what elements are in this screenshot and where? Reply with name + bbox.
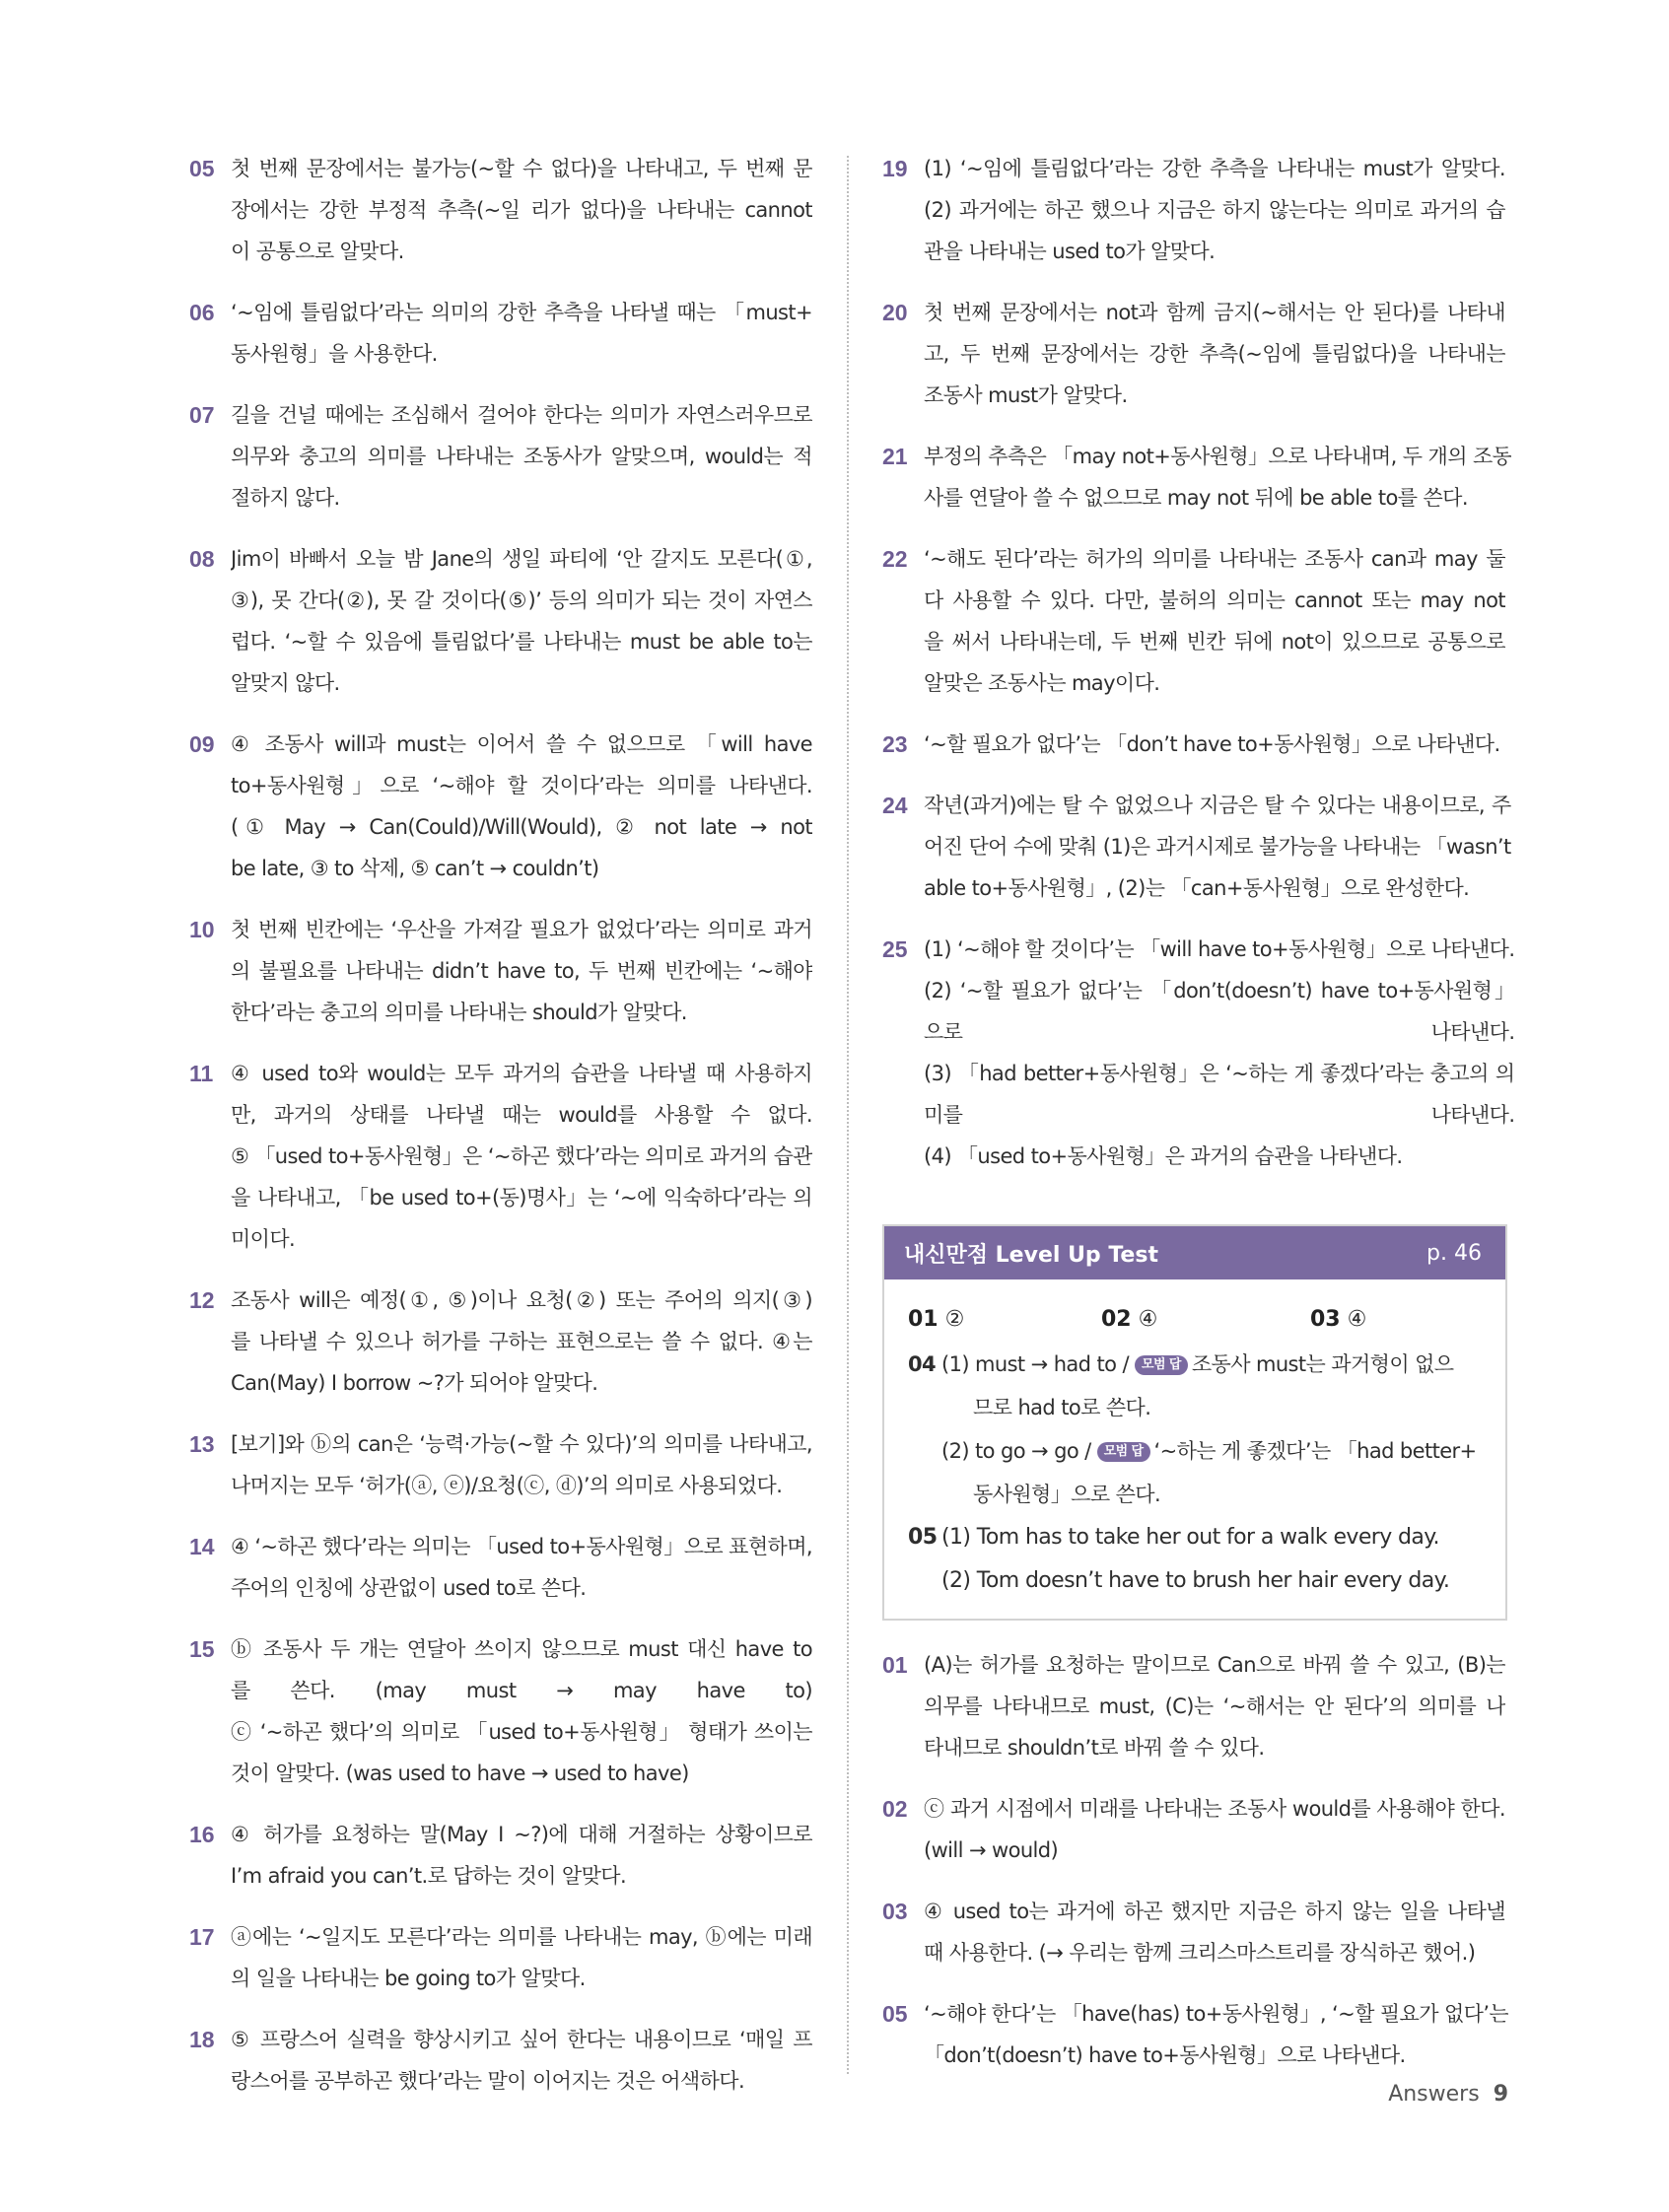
answer-item-02 bbox=[882, 1788, 1505, 1871]
item-body bbox=[924, 292, 1505, 416]
answer-05-line-2: (2) Tom doesn’t have to brush her hair every day. bbox=[941, 1568, 1450, 1593]
item-number: 07 bbox=[189, 402, 215, 428]
item-number: 16 bbox=[189, 1822, 215, 1847]
model-answer-badge: 모범 답 bbox=[1135, 1355, 1188, 1375]
item-line: (2) 과거에는 하곤 했으나 지금은 하지 않는다는 의미로 과거의 습 bbox=[924, 198, 1505, 222]
item-number: 13 bbox=[189, 1431, 215, 1457]
item-line: 만, 과거의 상태를 나타낼 때는 would를 사용할 수 없다. bbox=[231, 1103, 812, 1127]
answer-item-05 bbox=[189, 148, 812, 272]
item-body bbox=[924, 724, 1505, 765]
item-line: able to+동사원형」, (2)는 「can+동사원형」으로 완성한다. bbox=[924, 876, 1470, 900]
item-line: 을 나타내고, 「be used to+(동)명사」는 ‘~에 익숙하다’라는 의 bbox=[231, 1186, 812, 1210]
item-line: ⑤ 「used to+동사원형」은 ‘~하곤 했다’라는 의미로 과거의 습관 bbox=[231, 1144, 812, 1168]
item-line: 를 나타낼 수 있으나 허가를 구하는 표현으로는 쓸 수 없다. ④는 bbox=[231, 1330, 812, 1353]
answer-item-03 bbox=[882, 1891, 1505, 1973]
item-number: 23 bbox=[882, 731, 908, 757]
left-column bbox=[189, 148, 812, 2121]
answer-05-line-1: 05 (1) Tom has to take her out for a walk every day. bbox=[908, 1525, 1439, 1550]
item-body bbox=[231, 1916, 812, 1999]
item-line: ③), 못 간다(②), 못 갈 것이다(⑤)’ 등의 의미가 되는 것이 자연스 bbox=[231, 588, 812, 612]
answer-04-line-1: 04 (1) must → had to / 모범 답 조동사 must는 과거형이 없으 bbox=[908, 1352, 1454, 1376]
item-line: (① May → Can(Could)/Will(Would), ② not late → not bbox=[231, 815, 812, 839]
item-body bbox=[924, 436, 1511, 518]
item-line: Jim이 바빠서 오늘 밤 Jane의 생일 파티에 ‘안 갈지도 모른다(①, bbox=[231, 547, 812, 571]
item-line: 「don’t(doesn’t) have to+동사원형」으로 나타낸다. bbox=[924, 2043, 1406, 2067]
level-up-test-page: p. 46 bbox=[1426, 1240, 1482, 1266]
answer-item-13 bbox=[189, 1423, 812, 1506]
answer-04-line-4: 동사원형」으로 쓴다. bbox=[973, 1483, 1161, 1506]
item-body bbox=[231, 394, 812, 518]
item-line: ‘~할 필요가 없다’는 「don’t have to+동사원형」으로 나타낸다. bbox=[924, 732, 1500, 756]
answer-02: 02 ④ bbox=[1101, 1307, 1158, 1332]
item-line: (A)는 허가를 요청하는 말이므로 Can으로 바꿔 쓸 수 있고, (B)는 bbox=[924, 1653, 1505, 1677]
item-number: 24 bbox=[882, 793, 908, 818]
answer-item-10 bbox=[189, 909, 812, 1033]
item-line: (1) ‘~해야 할 것이다’는 「will have to+동사원형」으로 나타낸다. bbox=[924, 937, 1515, 961]
item-line: 나머지는 모두 ‘허가(ⓐ, ⓔ)/요청(ⓒ, ⓓ)’의 의미로 사용되었다. bbox=[231, 1474, 783, 1497]
item-line: be late, ③ to 삭제, ⑤ can’t → couldn’t) bbox=[231, 857, 599, 880]
item-line: (2) ‘~할 필요가 없다’는 「don’t(doesn’t) have to+동사원형」 bbox=[924, 979, 1515, 1002]
item-body bbox=[231, 1423, 812, 1506]
item-number: 03 bbox=[882, 1899, 908, 1924]
item-number: 19 bbox=[882, 156, 908, 181]
item-line: 조동사 must가 알맞다. bbox=[924, 383, 1128, 407]
item-line: ‘~해야 한다’는 「have(has) to+동사원형」, ‘~할 필요가 없다’는 bbox=[924, 2002, 1509, 2026]
answer-item-11 bbox=[189, 1053, 812, 1260]
item-line: (3) 「had better+동사원형」은 ‘~하는 게 좋겠다’라는 충고의 의 bbox=[924, 1062, 1515, 1085]
item-line: 조동사 will은 예정(①, ⑤)이나 요청(②) 또는 주어의 의지(③) bbox=[231, 1288, 812, 1312]
answer-item-25 bbox=[882, 929, 1515, 1177]
item-line: 이 공통으로 알맞다. bbox=[231, 240, 404, 263]
answer-03: 03 ④ bbox=[1310, 1307, 1367, 1332]
item-line: 작년(과거)에는 탈 수 없었으나 지금은 탈 수 있다는 내용이므로, 주 bbox=[924, 794, 1511, 817]
item-number: 08 bbox=[189, 546, 215, 572]
item-number: 15 bbox=[189, 1636, 215, 1662]
level-up-test-title: 내신만점 Level Up Test bbox=[904, 1242, 1158, 1268]
item-line: 첫 번째 빈칸에는 ‘우산을 가져갈 필요가 없었다’라는 의미로 과거 bbox=[231, 918, 812, 941]
item-number: 17 bbox=[189, 1924, 215, 1950]
answer-item-05 bbox=[882, 1993, 1509, 2076]
item-number: 10 bbox=[189, 917, 215, 942]
answer-item-16 bbox=[189, 1814, 812, 1897]
item-number: 12 bbox=[189, 1287, 215, 1313]
item-line: to+동사원형」으로 ‘~해야 할 것이다’라는 의미를 나타낸다. bbox=[231, 774, 812, 797]
item-line: 절하지 않다. bbox=[231, 486, 340, 510]
answer-item-20 bbox=[882, 292, 1505, 416]
item-body bbox=[231, 1814, 812, 1897]
item-number: 25 bbox=[882, 936, 908, 962]
item-line: 랑스어를 공부하곤 했다’라는 말이 이어지는 것은 어색하다. bbox=[231, 2069, 745, 2093]
item-line: I’m afraid you can’t.로 답하는 것이 알맞다. bbox=[231, 1864, 627, 1888]
item-line: ④ ‘~하곤 했다’라는 의미는 「used to+동사원형」으로 표현하며, bbox=[231, 1535, 812, 1558]
item-number: 21 bbox=[882, 444, 908, 469]
item-number: 14 bbox=[189, 1534, 215, 1559]
item-number: 02 bbox=[882, 1796, 908, 1822]
answer-item-09 bbox=[189, 724, 812, 889]
model-answer-badge: 모범 답 bbox=[1097, 1442, 1150, 1462]
item-number: 20 bbox=[882, 300, 908, 325]
item-line: ⓐ에는 ‘~일지도 모른다’라는 의미를 나타내는 may, ⓑ에는 미래 bbox=[231, 1925, 812, 1949]
item-line: ⓑ 조동사 두 개는 연달아 쓰이지 않으므로 must 대신 have to bbox=[231, 1637, 812, 1661]
item-body bbox=[231, 1279, 812, 1404]
item-line: 길을 건널 때에는 조심해서 걸어야 한다는 의미가 자연스러우므로 bbox=[231, 403, 812, 427]
item-number: 18 bbox=[189, 2027, 215, 2052]
item-line: 의무와 충고의 의미를 나타내는 조동사가 알맞으며, would는 적 bbox=[231, 445, 812, 468]
right-column bbox=[882, 148, 1515, 2096]
answer-item-21 bbox=[882, 436, 1512, 518]
short-answers-row bbox=[908, 1297, 1484, 1343]
item-line: 고, 두 번째 문장에서는 강한 추측(~임에 틀림없다)을 나타내는 bbox=[924, 342, 1505, 366]
answer-item-19 bbox=[882, 148, 1505, 272]
right-answer-list bbox=[882, 148, 1515, 1177]
item-line: 미를 나타낸다. bbox=[924, 1103, 1515, 1127]
answer-item-14 bbox=[189, 1526, 812, 1609]
item-line: 한다’라는 충고의 의미를 나타내는 should가 알맞다. bbox=[231, 1001, 687, 1024]
item-line: ‘~임에 틀림없다’라는 의미의 강한 추측을 나타낼 때는 「must+ bbox=[231, 301, 812, 324]
page-footer bbox=[1370, 2082, 1508, 2107]
page-number: 9 bbox=[1493, 2082, 1508, 2107]
item-number: 05 bbox=[189, 156, 215, 181]
item-body bbox=[924, 785, 1511, 909]
item-line: 을 써서 나타내는데, 두 번째 빈칸 뒤에 not이 있으므로 공통으로 bbox=[924, 630, 1505, 654]
item-body bbox=[231, 148, 812, 272]
item-number: 22 bbox=[882, 546, 908, 572]
item-body bbox=[924, 538, 1505, 704]
item-line: ④ 허가를 요청하는 말(May I ~?)에 대해 거절하는 상황이므로 bbox=[231, 1823, 812, 1846]
level-up-test-box bbox=[882, 1224, 1507, 1621]
item-line: ⑤ 프랑스어 실력을 향상시키고 싶어 한다는 내용이므로 ‘매일 프 bbox=[231, 2028, 812, 2051]
item-body bbox=[231, 724, 812, 889]
item-line: 알맞은 조동사는 may이다. bbox=[924, 671, 1160, 695]
explanation-list bbox=[882, 1644, 1509, 2076]
item-line: (4) 「used to+동사원형」은 과거의 습관을 나타낸다. bbox=[924, 1144, 1403, 1168]
answer-item-23 bbox=[882, 724, 1505, 765]
level-up-test-answers bbox=[884, 1279, 1505, 1619]
item-line: 미이다. bbox=[231, 1227, 296, 1251]
item-line: 장에서는 강한 부정적 추측(~일 리가 없다)을 나타내는 cannot bbox=[231, 198, 812, 222]
answer-item-12 bbox=[189, 1279, 812, 1404]
item-line: ④ used to와 would는 모두 과거의 습관을 나타낼 때 사용하지 bbox=[231, 1062, 812, 1085]
item-number: 05 bbox=[882, 2001, 908, 2027]
item-line: 의 일을 나타내는 be going to가 알맞다. bbox=[231, 1967, 586, 1990]
item-line: ④ used to는 과거에 하곤 했지만 지금은 하지 않는 일을 나타낼 bbox=[924, 1900, 1505, 1923]
item-body bbox=[231, 2019, 812, 2102]
item-line: [보기]와 ⓑ의 can은 ‘능력·가능(~할 수 있다)’의 의미를 나타내고, bbox=[231, 1432, 812, 1456]
item-line: 때 사용한다. (→ 우리는 함께 크리스마스트리를 장식하곤 했어.) bbox=[924, 1941, 1476, 1965]
answer-item-15 bbox=[189, 1628, 812, 1794]
item-body bbox=[231, 292, 812, 375]
answer-item-18 bbox=[189, 2019, 812, 2102]
item-line: 부정의 추측은 「may not+동사원형」으로 나타내며, 두 개의 조동 bbox=[924, 445, 1512, 468]
item-line: (1) ‘~임에 틀림없다’라는 강한 추측을 나타내는 must가 알맞다. bbox=[924, 157, 1505, 180]
item-number: 01 bbox=[882, 1652, 908, 1678]
item-body bbox=[924, 1993, 1508, 2076]
column-divider bbox=[847, 156, 849, 2074]
item-line: 첫 번째 문장에서는 not과 함께 금지(~해서는 안 된다)를 나타내 bbox=[924, 301, 1505, 324]
item-line: ⓒ ‘~하곤 했다’의 의미로 「used to+동사원형」 형태가 쓰이는 bbox=[231, 1720, 812, 1744]
item-body bbox=[231, 909, 812, 1033]
item-line: 으로 나타낸다. bbox=[924, 1020, 1515, 1044]
item-line: 알맞지 않다. bbox=[231, 671, 340, 695]
item-line: 타내므로 shouldn’t로 바꿔 쓸 수 있다. bbox=[924, 1736, 1265, 1760]
answer-04-line-3: (2) to go → go / 모범 답 ‘~하는 게 좋겠다’는 「had better+ bbox=[941, 1439, 1477, 1463]
item-body bbox=[924, 1788, 1505, 1871]
item-line: 주어의 인칭에 상관없이 used to로 쓴다. bbox=[231, 1576, 587, 1600]
item-line: 관을 나타내는 used to가 알맞다. bbox=[924, 240, 1216, 263]
item-line: ‘~해도 된다’라는 허가의 의미를 나타내는 조동사 can과 may 둘 bbox=[924, 547, 1505, 571]
item-body bbox=[924, 929, 1514, 1177]
item-line: ⓒ 과거 시점에서 미래를 나타내는 조동사 would를 사용해야 한다. bbox=[924, 1797, 1505, 1821]
answer-item-17 bbox=[189, 1916, 812, 1999]
item-line: 를 쓴다. (may must → may have to) bbox=[231, 1679, 812, 1702]
item-number: 11 bbox=[189, 1061, 214, 1086]
item-line: 동사원형」을 사용한다. bbox=[231, 342, 438, 366]
item-body bbox=[231, 1053, 812, 1260]
item-line: 것이 알맞다. (was used to have → used to have) bbox=[231, 1762, 689, 1785]
answer-item-07 bbox=[189, 394, 812, 518]
item-body bbox=[231, 1628, 812, 1794]
item-line: 럽다. ‘~할 수 있음에 틀림없다’를 나타내는 must be able to는 bbox=[231, 630, 812, 654]
item-body bbox=[924, 148, 1505, 272]
item-line: 의 불필요를 나타내는 didn’t have to, 두 번째 빈칸에는 ‘~해야 bbox=[231, 959, 812, 983]
item-number: 09 bbox=[189, 731, 215, 757]
item-line: 사를 연달아 쓸 수 없으므로 may not 뒤에 be able to를 쓴다. bbox=[924, 486, 1468, 510]
item-body bbox=[231, 1526, 812, 1609]
item-line: ④ 조동사 will과 must는 이어서 쓸 수 없으므로 「will have bbox=[231, 732, 812, 756]
footer-label: Answers bbox=[1388, 2082, 1480, 2107]
answer-item-08 bbox=[189, 538, 812, 704]
answer-item-24 bbox=[882, 785, 1511, 909]
item-line: (will → would) bbox=[924, 1838, 1059, 1862]
answer-04-line-2: 므로 had to로 쓴다. bbox=[973, 1396, 1151, 1419]
answer-item-01 bbox=[882, 1644, 1505, 1768]
answer-01: 01 ② bbox=[908, 1307, 965, 1332]
item-line: 의무를 나타내므로 must, (C)는 ‘~해서는 안 된다’의 의미를 나 bbox=[924, 1694, 1505, 1718]
item-line: Can(May) I borrow ~?가 되어야 알맞다. bbox=[231, 1371, 598, 1395]
item-number: 06 bbox=[189, 300, 215, 325]
answer-item-22 bbox=[882, 538, 1505, 704]
item-line: 어진 단어 수에 맞춰 (1)은 과거시제로 불가능을 나타내는 「wasn’t bbox=[924, 835, 1511, 859]
level-up-test-header bbox=[884, 1226, 1505, 1279]
item-body bbox=[924, 1891, 1505, 1973]
item-line: 다 사용할 수 있다. 다만, 불허의 의미는 cannot 또는 may not bbox=[924, 588, 1505, 612]
item-line: 첫 번째 문장에서는 불가능(~할 수 없다)을 나타내고, 두 번째 문 bbox=[231, 157, 812, 180]
answer-item-06 bbox=[189, 292, 812, 375]
item-body bbox=[924, 1644, 1505, 1768]
item-body bbox=[231, 538, 812, 704]
